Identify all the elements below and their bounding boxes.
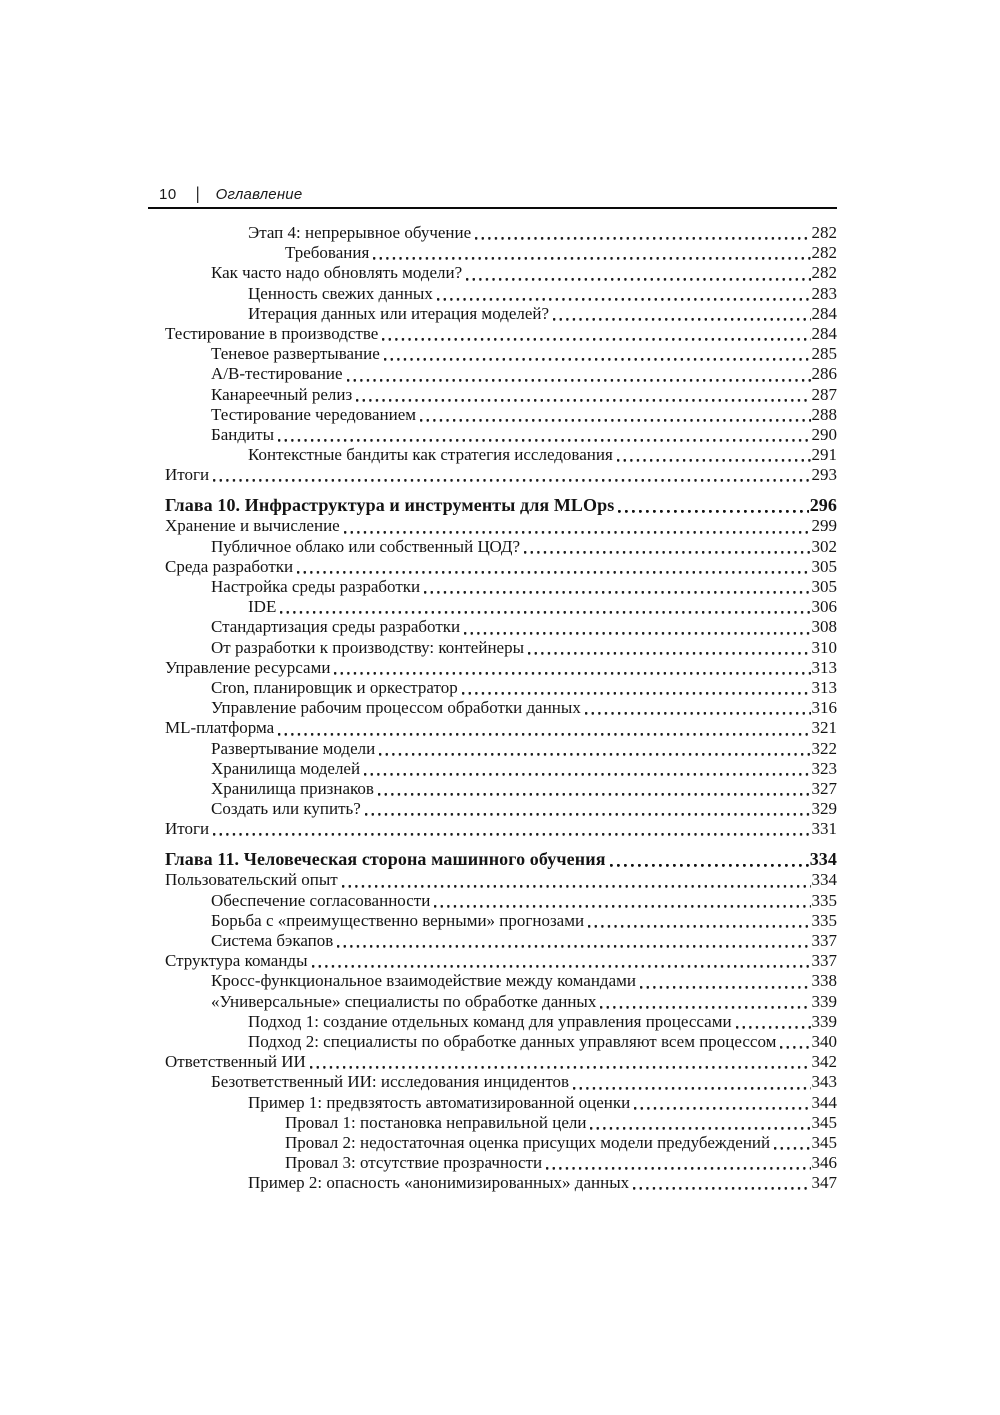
toc-entry-title: Cron, планировщик и оркестратор <box>211 677 458 697</box>
toc-entry <box>165 1133 837 1153</box>
toc-entry <box>165 617 837 637</box>
toc-list <box>148 223 837 1193</box>
toc-entry <box>165 1032 837 1052</box>
toc-entry <box>165 516 837 536</box>
dot-leader <box>344 516 811 536</box>
toc-entry <box>165 1052 837 1072</box>
toc-entry-page: 282 <box>811 243 837 263</box>
toc-entry-page: 335 <box>811 890 837 910</box>
toc-entry-page: 329 <box>811 799 837 819</box>
dot-leader <box>310 1052 811 1072</box>
toc-entry-page: 310 <box>811 637 837 657</box>
toc-entry-page: 340 <box>811 1031 837 1051</box>
toc-entry-title: Провал 2: недостаточная оценка присущих модели предубеждений <box>285 1132 771 1152</box>
toc-entry <box>165 557 837 577</box>
toc-entry <box>165 405 837 425</box>
toc-entry <box>165 678 837 698</box>
dot-leader <box>736 1012 811 1032</box>
toc-entry-title: Публичное облако или собственный ЦОД? <box>211 536 521 556</box>
toc-entry <box>165 445 837 465</box>
toc-entry-page: 338 <box>811 971 837 991</box>
toc-entry-page: 305 <box>811 577 837 596</box>
toc-entry-title: A/B-тестирование <box>211 364 343 384</box>
dot-leader <box>640 971 811 991</box>
toc-entry-title: Требования <box>285 243 370 263</box>
toc-entry-page: 316 <box>811 698 837 718</box>
toc-entry <box>165 638 837 658</box>
dot-leader <box>382 324 810 344</box>
toc-entry <box>165 1093 837 1113</box>
toc-entry <box>165 577 837 597</box>
toc-entry-page: 284 <box>811 303 837 323</box>
toc-entry-title: Система бэкапов <box>211 931 334 950</box>
header-page-number: 10 <box>159 186 177 203</box>
toc-entry-title: От разработки к производству: контейнеры <box>211 637 525 657</box>
toc-entry <box>165 385 837 405</box>
toc-entry-page: 308 <box>811 617 837 637</box>
toc-entry-title: Пример 2: опасность «анонимизированных» данных <box>248 1173 630 1193</box>
toc-entry-page: 346 <box>811 1153 837 1173</box>
toc-entry-title: Провал 3: отсутствие прозрачности <box>285 1153 543 1173</box>
toc-entry-title: Подход 1: создание отдельных команд для управления процессами <box>248 1011 732 1031</box>
toc-entry-title: Развертывание модели <box>211 738 376 758</box>
toc-entry-page: 288 <box>811 404 837 424</box>
running-head <box>148 186 837 203</box>
toc-entry-page: 283 <box>811 283 837 303</box>
toc-entry-title: Бандиты <box>211 424 275 444</box>
dot-leader <box>774 1133 810 1153</box>
toc-entry <box>165 1173 837 1193</box>
toc-entry <box>165 597 837 617</box>
toc-entry-title: Контекстные бандиты как стратегия исследования <box>248 445 613 465</box>
dot-leader <box>213 819 810 839</box>
toc-entry-title: Стандартизация среды разработки <box>211 617 461 637</box>
dot-leader <box>278 718 810 738</box>
toc-entry-page: 337 <box>811 951 837 971</box>
toc-entry <box>165 537 837 557</box>
toc-entry-page: 296 <box>809 495 837 516</box>
toc-entry-title: Борьба с «преимущественно верными» прогнозами <box>211 910 585 930</box>
toc-entry-page: 334 <box>809 849 837 870</box>
toc-entry <box>165 718 837 738</box>
dot-leader <box>546 1153 810 1173</box>
header-separator: | <box>195 184 200 205</box>
toc-entry-page: 334 <box>811 870 837 890</box>
dot-leader <box>365 799 811 819</box>
dot-leader <box>634 1093 810 1113</box>
toc-entry <box>165 364 837 384</box>
toc-entry-title: Тестирование чередованием <box>211 404 417 424</box>
dot-leader <box>585 698 811 718</box>
toc-entry <box>165 951 837 971</box>
toc-entry-page: 305 <box>811 556 837 576</box>
toc-entry-title: Управление рабочим процессом обработки данных <box>211 698 581 718</box>
toc-entry-title: Пример 1: предвзятость автоматизированной оценки <box>248 1092 631 1112</box>
toc-entry-page: 282 <box>811 223 837 242</box>
toc-entry-page: 284 <box>811 323 837 343</box>
page-content <box>148 186 837 1193</box>
toc-entry <box>165 304 837 324</box>
toc-entry-title: Как часто надо обновлять модели? <box>211 263 463 283</box>
dot-leader <box>780 1032 810 1052</box>
toc-entry-title: Итоги <box>165 465 210 485</box>
toc-entry <box>165 324 837 344</box>
dot-leader <box>553 304 810 324</box>
toc-entry-page: 290 <box>811 424 837 444</box>
toc-entry-page: 313 <box>811 677 837 697</box>
toc-entry-page: 337 <box>811 931 837 950</box>
dot-leader <box>617 445 811 465</box>
toc-entry-title: Канареечный релиз <box>211 384 353 404</box>
dot-leader <box>466 263 810 283</box>
toc-entry-page: 344 <box>811 1092 837 1112</box>
header-title: Оглавление <box>215 186 303 203</box>
toc-entry <box>165 971 837 991</box>
toc-entry <box>165 243 837 263</box>
toc-entry-title: Пользовательский опыт <box>165 870 338 890</box>
toc-entry-page: 287 <box>811 384 837 404</box>
header-rule <box>148 207 837 209</box>
dot-leader <box>379 739 810 759</box>
toc-entry-page: 291 <box>811 445 837 465</box>
toc-entry-page: 335 <box>811 910 837 930</box>
toc-entry <box>165 465 837 485</box>
dot-leader <box>280 597 810 617</box>
toc-entry <box>165 779 837 799</box>
toc-entry <box>165 992 837 1012</box>
dot-leader <box>618 494 808 516</box>
toc-entry-title: Ответственный ИИ <box>165 1052 306 1072</box>
dot-leader <box>384 344 811 364</box>
dot-leader <box>213 465 810 485</box>
toc-entry <box>165 799 837 819</box>
toc-entry-title: Безответственный ИИ: исследования инцидентов <box>211 1072 570 1092</box>
toc-entry <box>165 698 837 718</box>
toc-entry-page: 306 <box>811 597 837 617</box>
dot-leader <box>462 678 811 698</box>
toc-entry <box>165 759 837 779</box>
toc-entry-page: 285 <box>811 344 837 364</box>
toc-entry <box>165 891 837 911</box>
toc-entry-title: Теневое развертывание <box>211 344 380 364</box>
toc-entry <box>165 1012 837 1032</box>
dot-leader <box>334 658 810 678</box>
toc-entry-page: 323 <box>811 758 837 778</box>
toc-entry-page: 313 <box>811 657 837 677</box>
toc-entry <box>165 1072 837 1092</box>
dot-leader <box>437 284 811 304</box>
toc-entry-page: 345 <box>811 1132 837 1152</box>
toc-entry <box>165 658 837 678</box>
toc-entry <box>165 819 837 839</box>
dot-leader <box>475 223 810 243</box>
toc-entry-title: Глава 11. Человеческая сторона машинного обучения <box>165 849 606 870</box>
toc-entry <box>165 425 837 445</box>
toc-entry-title: Создать или купить? <box>211 799 361 819</box>
toc-entry-page: 282 <box>811 263 837 283</box>
toc-entry-page: 286 <box>811 364 837 384</box>
dot-leader <box>588 911 810 931</box>
dot-leader <box>420 405 810 425</box>
toc-entry <box>165 1113 837 1133</box>
dot-leader <box>347 364 811 384</box>
toc-entry-title: Итерация данных или итерация моделей? <box>248 303 550 323</box>
dot-leader <box>356 385 810 405</box>
toc-entry-title: Тестирование в производстве <box>165 323 379 343</box>
toc-entry-title: Итоги <box>165 819 210 839</box>
toc-entry-title: ML-платформа <box>165 718 275 738</box>
toc-entry-title: Кросс-функциональное взаимодействие между командами <box>211 971 636 991</box>
toc-entry <box>165 870 837 890</box>
dot-leader <box>312 951 811 971</box>
toc-entry-title: Среда разработки <box>165 556 294 576</box>
toc-entry <box>165 931 837 951</box>
dot-leader <box>297 557 810 577</box>
toc-chapter-entry <box>165 494 837 516</box>
toc-entry <box>165 911 837 931</box>
toc-entry-page: 299 <box>811 516 837 536</box>
toc-entry <box>165 739 837 759</box>
dot-leader <box>633 1173 810 1193</box>
toc-entry-title: «Универсальные» специалисты по обработке данных <box>211 991 597 1011</box>
toc-entry <box>165 223 837 243</box>
dot-leader <box>378 779 811 799</box>
dot-leader <box>342 870 811 890</box>
dot-leader <box>278 425 810 445</box>
toc-entry-page: 343 <box>811 1072 837 1092</box>
toc-entry-page: 293 <box>811 465 837 485</box>
toc-entry-title: Хранилища признаков <box>211 778 374 798</box>
toc-entry-title: Ценность свежих данных <box>248 283 433 303</box>
toc-entry-page: 339 <box>811 991 837 1011</box>
toc-entry-title: Подход 2: специалисты по обработке данных управляют всем процессом <box>248 1031 777 1051</box>
dot-leader <box>364 759 810 779</box>
toc-entry <box>165 284 837 304</box>
dot-leader <box>590 1113 810 1133</box>
toc-entry-page: 342 <box>811 1052 837 1072</box>
toc-entry-page: 345 <box>811 1112 837 1132</box>
toc-entry-page: 322 <box>811 738 837 758</box>
dot-leader <box>373 243 810 263</box>
toc-entry-title: Провал 1: постановка неправильной цели <box>285 1112 587 1132</box>
toc-entry <box>165 1153 837 1173</box>
dot-leader <box>424 577 810 597</box>
toc-entry-title: Настройка среды разработки <box>211 577 421 596</box>
toc-entry-title: IDE <box>248 597 277 617</box>
toc-entry-page: 339 <box>811 1011 837 1031</box>
dot-leader <box>434 891 810 911</box>
toc-entry <box>165 344 837 364</box>
toc-chapter-entry <box>165 848 837 870</box>
toc-entry-title: Структура команды <box>165 951 308 971</box>
toc-entry-title: Этап 4: непрерывное обучение <box>248 223 472 242</box>
dot-leader <box>610 848 809 870</box>
toc-entry-page: 327 <box>811 778 837 798</box>
toc-entry-title: Обеспечение согласованности <box>211 890 431 910</box>
dot-leader <box>600 992 810 1012</box>
toc-entry-title: Хранилища моделей <box>211 758 361 778</box>
dot-leader <box>573 1072 810 1092</box>
dot-leader <box>528 638 810 658</box>
toc-entry-title: Хранение и вычисление <box>165 516 340 536</box>
dot-leader <box>337 931 810 951</box>
toc-entry-page: 331 <box>811 819 837 839</box>
toc-entry <box>165 263 837 283</box>
toc-entry-title: Управление ресурсами <box>165 657 331 677</box>
toc-entry-title: Глава 10. Инфраструктура и инструменты для MLOps <box>165 495 615 516</box>
toc-entry-page: 347 <box>811 1173 837 1193</box>
toc-entry-page: 321 <box>811 718 837 738</box>
toc-entry-page: 302 <box>811 536 837 556</box>
dot-leader <box>464 617 810 637</box>
dot-leader <box>524 537 810 557</box>
